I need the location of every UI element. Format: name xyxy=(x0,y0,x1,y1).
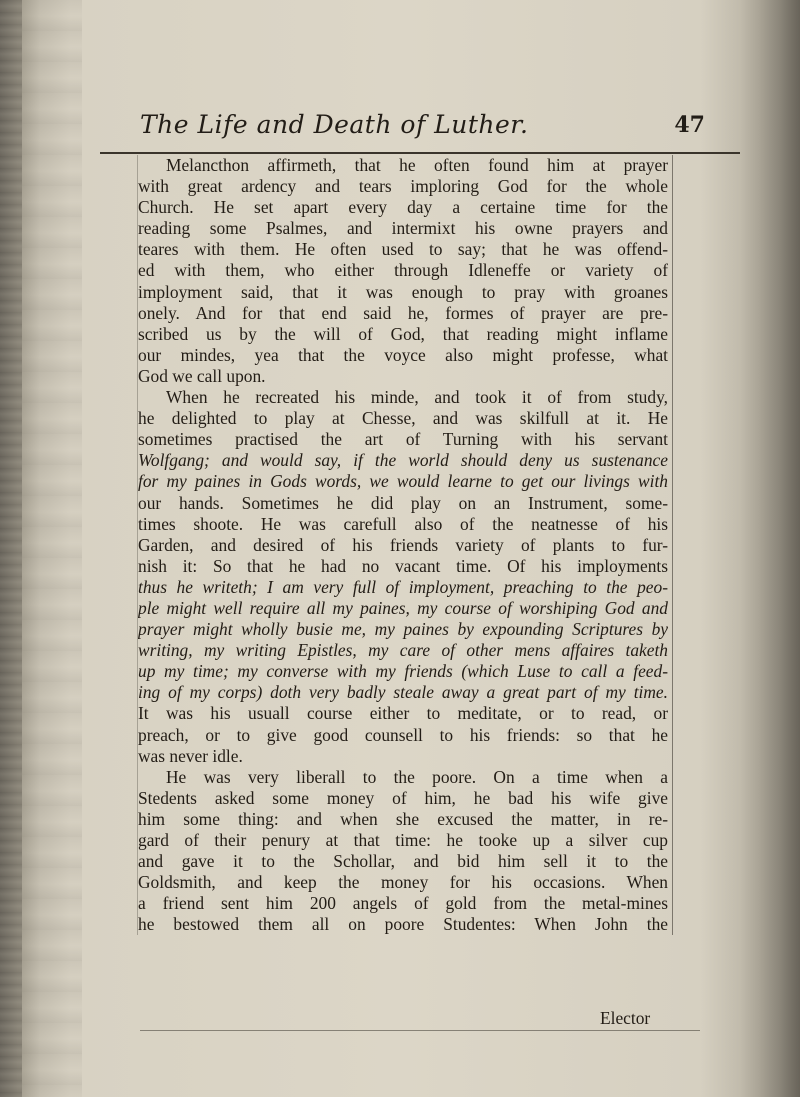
running-title: The Life and Death of Luther. xyxy=(140,110,529,139)
text-line: was never idle. xyxy=(138,745,243,766)
text-line: It was his usuall course either to meditate, or to read, or xyxy=(138,703,668,724)
text-line: Goldsmith, and keep the money for his occasions. When xyxy=(138,872,668,893)
text-line: ple might well require all my paines, my course of worshiping God and xyxy=(138,597,668,618)
page-curl-shadow xyxy=(740,0,800,1097)
text-line: our hands. Sometimes he did play on an Instrument, some- xyxy=(138,492,668,513)
text-line: and gave it to the Schollar, and bid him sell it to the xyxy=(138,851,668,872)
page-number: 47 xyxy=(674,112,705,138)
text-line: a friend sent him 200 angels of gold from the metal-mines xyxy=(138,893,668,914)
text-line: teares with them. He often used to say; that he was offend- xyxy=(138,239,668,260)
text-line: he bestowed them all on poore Studentes: When John the xyxy=(138,914,668,935)
text-line: scribed us by the will of God, that reading might inflame xyxy=(138,323,668,344)
text-line: times shoote. He was carefull also of the neatnesse of his xyxy=(138,513,668,534)
show-through-margin xyxy=(22,0,82,1097)
text-line: writing, my writing Epistles, my care of other mens affaires taketh xyxy=(138,640,668,661)
page-header xyxy=(100,100,740,150)
binding-edge xyxy=(0,0,22,1097)
catchword: Elector xyxy=(600,1008,651,1028)
text-line: thus he writeth; I am very full of imployment, preaching to the peo- xyxy=(138,576,668,597)
text-line: he delighted to play at Chesse, and was skilfull at it. He xyxy=(138,408,668,429)
text-line: him some thing: and when she excused the matter, in re- xyxy=(138,808,668,829)
text-line: Garden, and desired of his friends variety of plants to fur- xyxy=(138,534,668,555)
text-line: our mindes, yea that the voyce also might professe, what xyxy=(138,344,668,365)
text-line: up my time; my converse with my friends (which Luse to call a feed- xyxy=(138,661,668,682)
body-text xyxy=(137,155,673,935)
bottom-rule xyxy=(140,1030,700,1031)
text-line: Church. He set apart every day a certaine time for the xyxy=(138,197,668,218)
text-line: nish it: So that he had no vacant time. Of his imployments xyxy=(138,555,668,576)
text-line: reading some Psalmes, and intermixt his owne prayers and xyxy=(138,218,668,239)
text-line: onely. And for that end said he, formes of prayer are pre- xyxy=(138,302,668,323)
text-line: God we call upon. xyxy=(138,365,266,386)
text-line: preach, or to give good counsell to his friends: so that he xyxy=(138,724,668,745)
text-line: Stedents asked some money of him, he bad his wife give xyxy=(138,787,668,808)
text-line: Wolfgang; and would say, if the world should deny us sustenance xyxy=(138,450,668,471)
text-line: prayer might wholly busie me, my paines by expounding Scriptures by xyxy=(138,619,668,640)
text-line: sometimes practised the art of Turning with his servant xyxy=(138,429,668,450)
text-line: ing of my corps) doth very badly steale away a great part of my time. xyxy=(138,682,668,703)
text-line: Melancthon affirmeth, that he often found him at prayer xyxy=(166,155,668,175)
text-line: When he recreated his minde, and took it of from study, xyxy=(166,387,668,408)
text-line: He was very liberall to the poore. On a time when a xyxy=(166,766,668,787)
text-line: for my paines in Gods words, we would learne to get our livings with xyxy=(138,471,668,492)
text-line: ed with them, who either through Idleneffe or variety of xyxy=(138,260,668,281)
header-rule xyxy=(100,152,740,154)
text-line: with great ardency and tears imploring God for the whole xyxy=(138,176,668,197)
text-line: imployment said, that it was enough to pray with groanes xyxy=(138,281,668,302)
text-line: gard of their penury at that time: he tooke up a silver cup xyxy=(138,830,668,850)
